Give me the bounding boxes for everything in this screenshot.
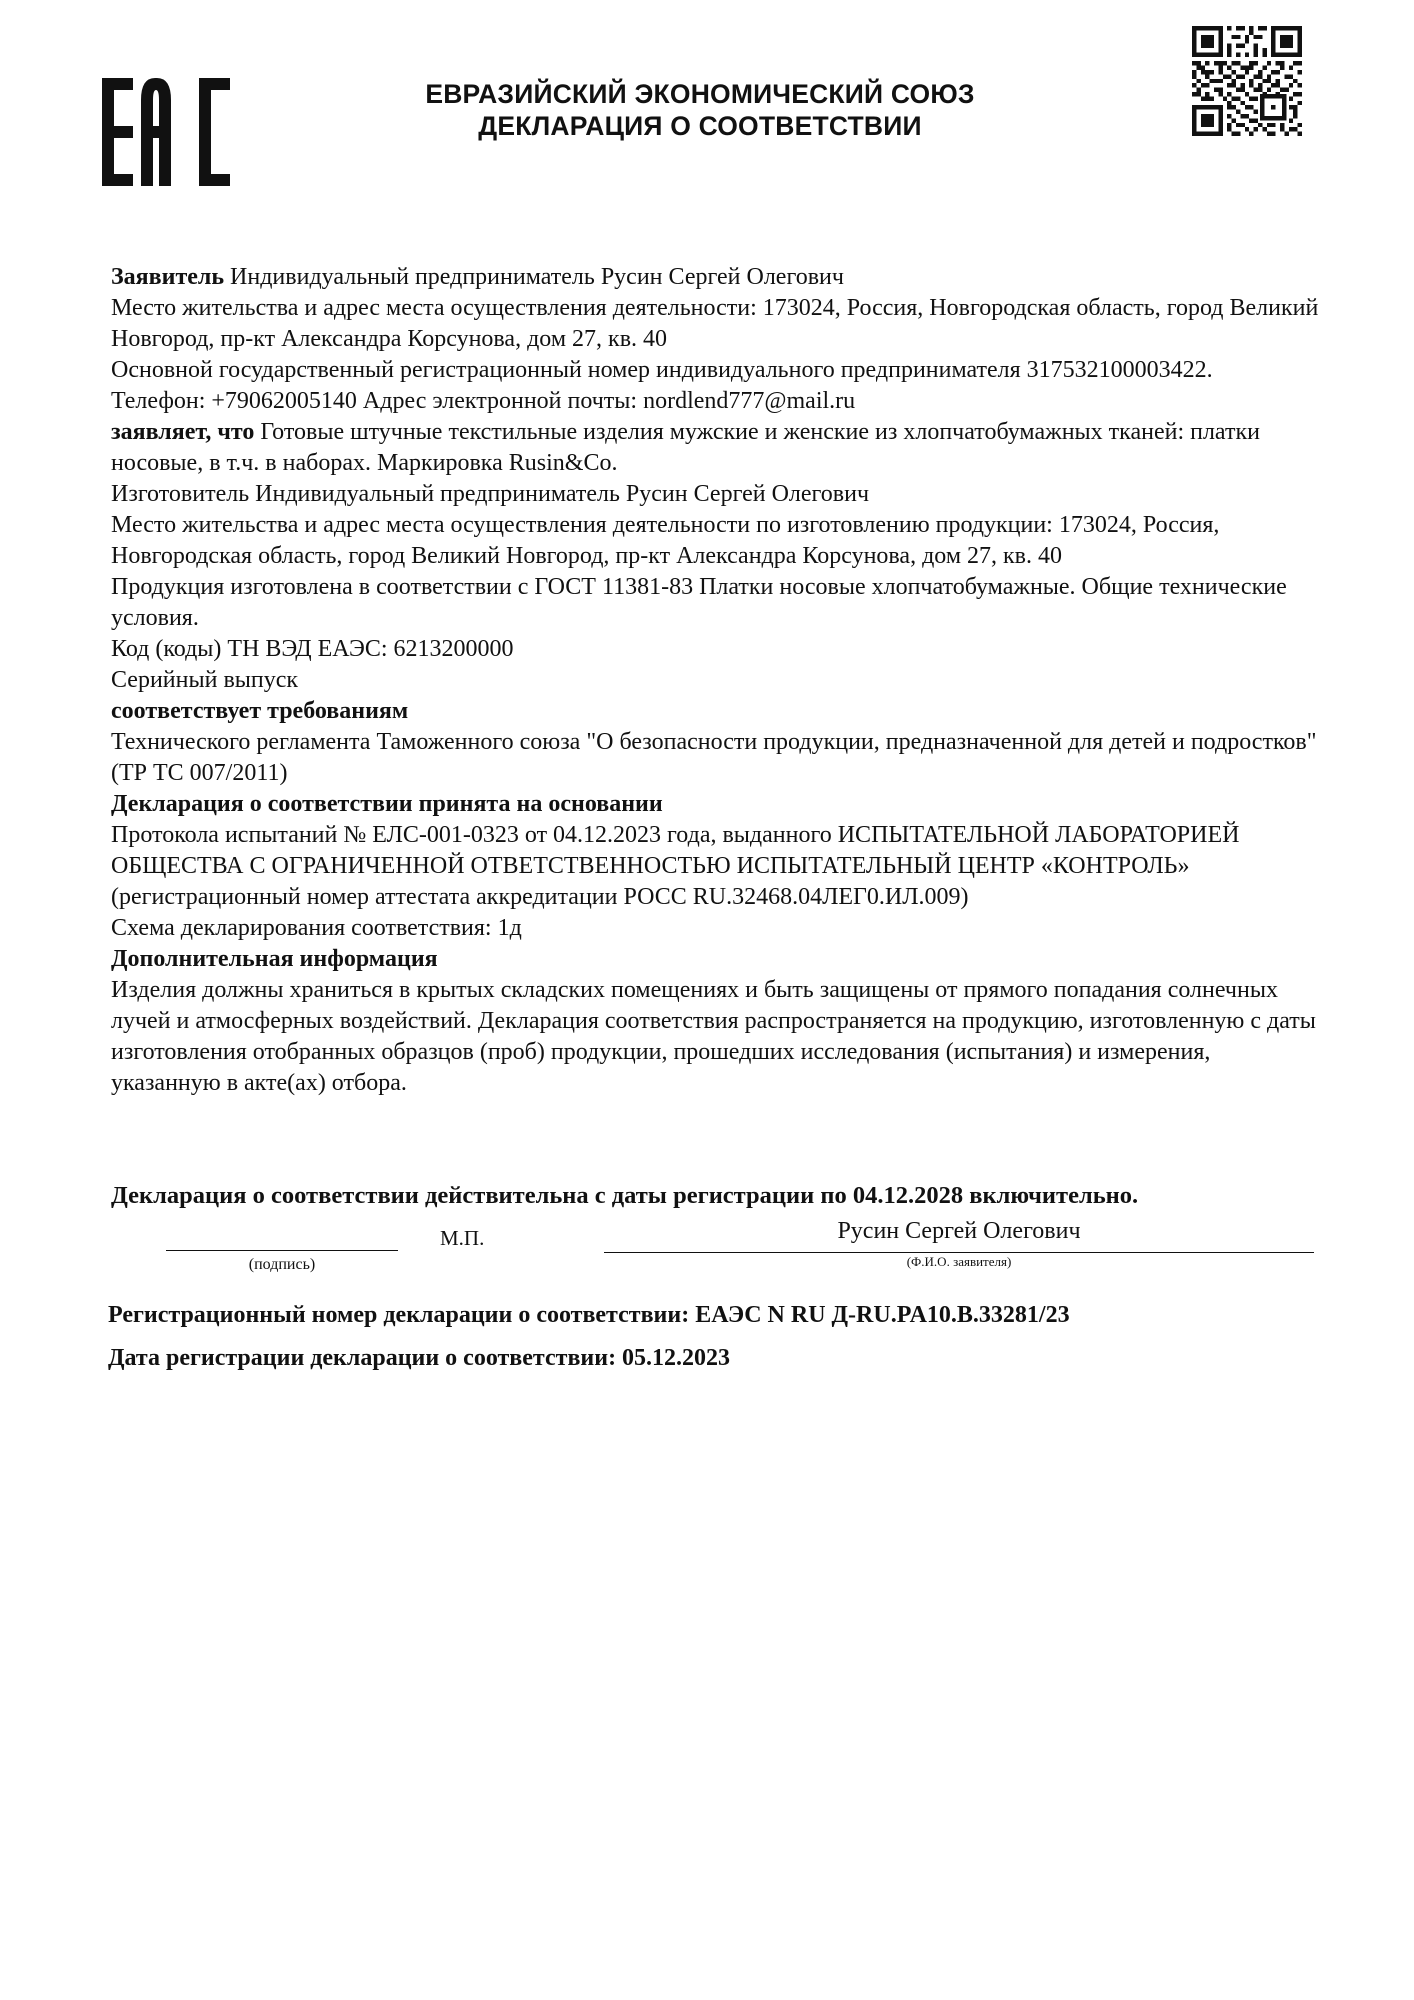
product-description: Готовые штучные текстильные изделия мужские и женские из хлопчатобумажных тканей: платки носовые, в т.ч. в наборах. Маркировка Rusin&Co.	[111, 419, 1260, 476]
signature-line	[166, 1250, 398, 1251]
applicant-label: Заявитель	[111, 264, 225, 290]
document-header	[340, 78, 1060, 142]
validity-statement: Декларация о соответствии действительна с даты регистрации по 04.12.2028 включительно.	[111, 1182, 1139, 1209]
manufacturer-standard: Продукция изготовлена в соответствии с ГОСТ 11381-83 Платки носовые хлопчатобумажные. Общие технические условия.	[111, 574, 1287, 631]
name-caption: (Ф.И.О. заявителя)	[906, 1254, 1012, 1269]
additional-label: Дополнительная информация	[111, 946, 438, 972]
registration-number: Регистрационный номер декларации о соответствии: ЕАЭС N RU Д-RU.PA10.B.33281/23	[108, 1302, 1070, 1328]
tn-ved-code: Код (коды) ТН ВЭД ЕАЭС: 6213200000	[111, 636, 514, 662]
basis-text: Протокола испытаний № ЕЛС-001-0323 от 04.12.2023 года, выданного ИСПЫТАТЕЛЬНОЙ ЛАБОРАТОРИЕЙ ОБЩЕСТВА С ОГРАНИЧЕННОЙ ОТВЕТСТВЕННОСТЬЮ ИСПЫТАТЕЛЬНЫЙ ЦЕНТР «КОНТРОЛЬ» (регистрационный номер аттестата аккредитации РОСС RU.32468.04ЛЕГ0.ИЛ.009)	[111, 822, 1240, 910]
requirements-text: Технического регламента Таможенного союза "О безопасности продукции, предназначенной для детей и подростков" (ТР ТС 007/2011)	[111, 729, 1317, 786]
applicant-ogrnip: Основной государственный регистрационный номер индивидуального предпринимателя 317532100003422.	[111, 357, 1213, 383]
applicant-signature-name: Русин Сергей Олегович	[837, 1218, 1081, 1244]
manufacturer-address: Место жительства и адрес места осуществления деятельности по изготовлению продукции: 173024, Россия, Новгородская область, город Великий Новгород, пр-кт Александра Корсунова, дом 27, кв. 40	[111, 512, 1220, 569]
applicant-contacts: Телефон: +79062005140 Адрес электронной почты: nordlend777@mail.ru	[111, 388, 856, 414]
declaration-body	[111, 262, 1321, 1099]
stamp-place-label: М.П.	[440, 1226, 485, 1250]
additional-text: Изделия должны храниться в крытых складских помещениях и быть защищены от прямого попадания солнечных лучей и атмосферных воздействий. Декларация соответствия распространяется на продукцию, изготовленную с даты изготовления отобранных образцов (проб) продукции, прошедших исследования (испытания) и измерения, указанную в акте(ах) отбора.	[111, 977, 1316, 1096]
basis-label: Декларация о соответствии принята на основании	[111, 791, 663, 817]
applicant-address: Место жительства и адрес места осуществления деятельности: 173024, Россия, Новгородская область, город Великий Новгород, пр-кт Александра Корсунова, дом 27, кв. 40	[111, 295, 1319, 352]
qr-code-icon[interactable]	[1192, 26, 1302, 136]
union-title: ЕВРАЗИЙСКИЙ ЭКОНОМИЧЕСКИЙ СОЮЗ	[425, 79, 975, 109]
manufacturer-name: Изготовитель Индивидуальный предприниматель Русин Сергей Олегович	[111, 481, 870, 507]
requirements-label: соответствует требованиям	[111, 698, 409, 724]
release-type: Серийный выпуск	[111, 667, 299, 693]
registration-date: Дата регистрации декларации о соответствии: 05.12.2023	[108, 1345, 731, 1371]
declares-line	[111, 417, 1321, 479]
declares-label: заявляет, что	[111, 419, 255, 445]
applicant-line	[111, 262, 1321, 293]
eac-mark-icon	[102, 78, 230, 186]
document-title: ДЕКЛАРАЦИЯ О СООТВЕТСТВИИ	[478, 111, 922, 141]
signature-caption: (подпись)	[248, 1256, 316, 1273]
applicant-name: Индивидуальный предприниматель Русин Сергей Олегович	[230, 264, 844, 290]
declaration-scheme: Схема декларирования соответствия: 1д	[111, 915, 522, 941]
